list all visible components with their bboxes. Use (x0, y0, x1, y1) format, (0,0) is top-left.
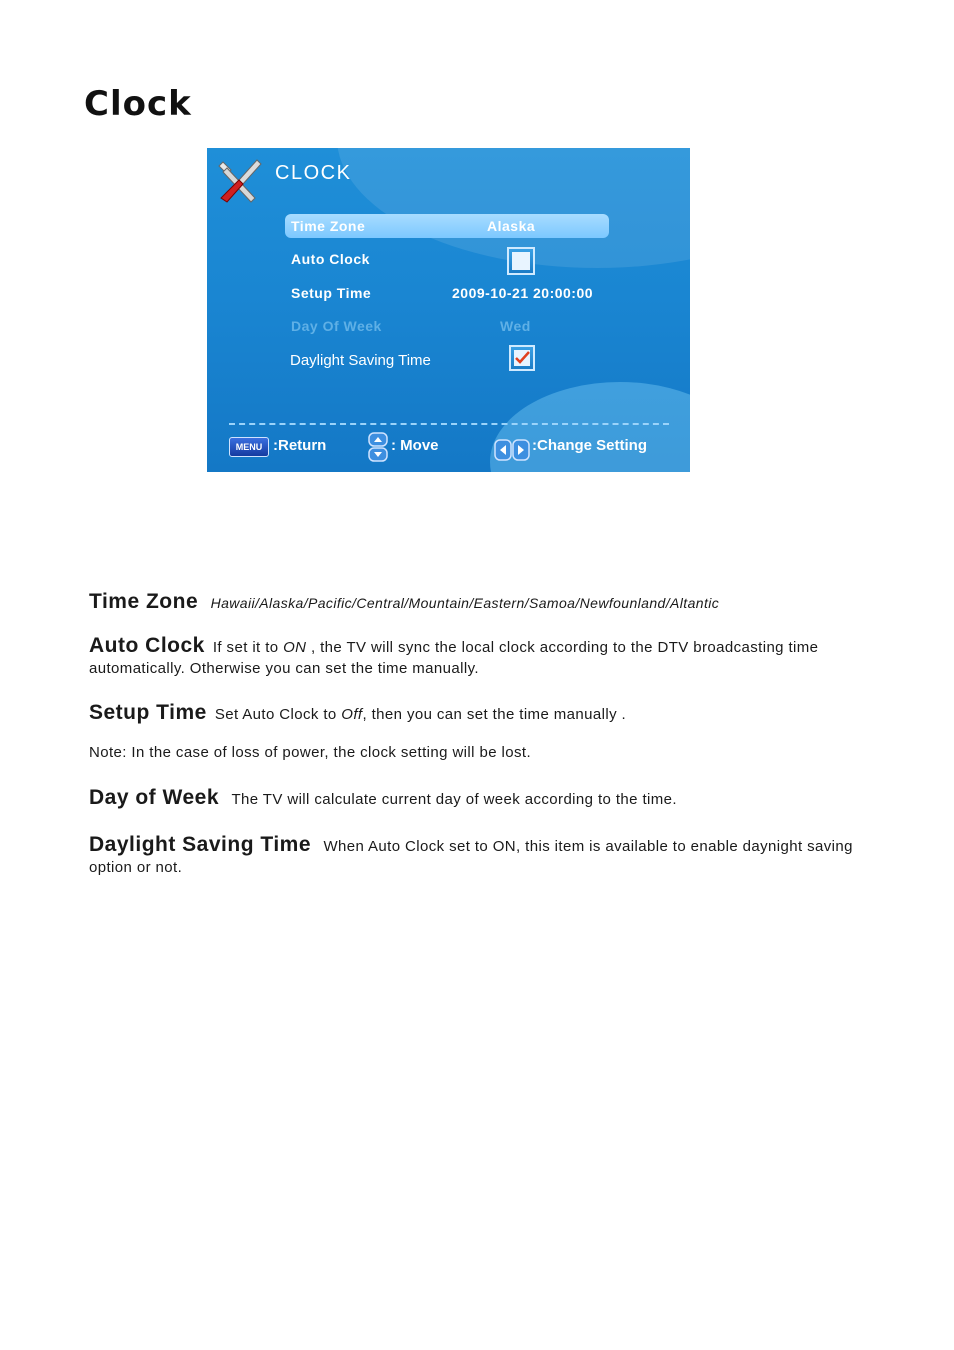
text-setup-time-b: , then you can set the time manually . (362, 706, 627, 723)
move-hint: : Move (391, 437, 439, 454)
menu-row-daylight-saving[interactable] (285, 348, 609, 372)
return-hint: :Return (273, 437, 327, 454)
text-time-zone: Hawaii/Alaska/Pacific/Central/Mountain/Eastern/Samoa/Newfounland/Altantic (210, 595, 720, 611)
day-of-week-value: Wed (500, 318, 531, 334)
time-zone-label: Time Zone (291, 218, 366, 234)
text-daylight-saving: When Auto Clock set to ON, this item is available to enable daynight saving option or not. (89, 838, 853, 876)
text-setup-time-off: Off (341, 706, 363, 723)
text-auto-clock-b: , the TV will sync the local clock according to the DTV broadcasting time automatically. Otherwise you can set the time manually. (89, 639, 819, 677)
tools-icon (213, 156, 267, 206)
daylight-saving-checkbox[interactable] (509, 345, 535, 371)
term-daylight-saving: Daylight Saving Time (89, 833, 311, 856)
desc-time-zone (89, 590, 889, 614)
term-day-of-week: Day of Week (89, 786, 219, 809)
term-time-zone: Time Zone (89, 590, 199, 613)
left-right-icon (494, 439, 530, 461)
check-icon (511, 347, 533, 369)
daylight-saving-label: Daylight Saving Time (290, 352, 431, 369)
menu-row-time-zone[interactable] (285, 214, 609, 238)
day-of-week-label: Day Of Week (291, 318, 382, 334)
text-auto-clock-a: If set it to (212, 639, 284, 656)
text-day-of-week: The TV will calculate current day of week according to the time. (231, 791, 677, 808)
menu-row-day-of-week (285, 314, 609, 338)
desc-daylight-saving (89, 833, 889, 878)
panel-title: CLOCK (275, 162, 352, 184)
term-setup-time: Setup Time (89, 701, 207, 724)
change-setting-hint: :Change Setting (532, 437, 647, 454)
time-zone-value: Alaska (487, 218, 536, 234)
up-down-icon (367, 432, 389, 462)
desc-setup-time (89, 701, 889, 725)
desc-auto-clock (89, 634, 889, 679)
checkbox-fill (512, 252, 530, 270)
setup-time-label: Setup Time (291, 285, 372, 301)
clock-menu-panel (207, 148, 690, 472)
text-setup-time-a: Set Auto Clock to (214, 706, 342, 723)
desc-day-of-week (89, 786, 889, 810)
menu-key-icon: MENU (229, 437, 269, 457)
auto-clock-checkbox[interactable] (507, 247, 535, 275)
menu-row-setup-time[interactable] (285, 281, 609, 305)
menu-row-auto-clock[interactable] (285, 247, 609, 271)
text-auto-clock-on: ON (283, 639, 307, 656)
divider (229, 423, 669, 425)
note-text: Note: In the case of loss of power, the clock setting will be lost. (89, 744, 532, 761)
setup-time-value: 2009-10-21 20:00:00 (452, 285, 594, 301)
auto-clock-label: Auto Clock (291, 251, 370, 267)
page-title: Clock (84, 84, 192, 124)
term-auto-clock: Auto Clock (89, 634, 205, 657)
